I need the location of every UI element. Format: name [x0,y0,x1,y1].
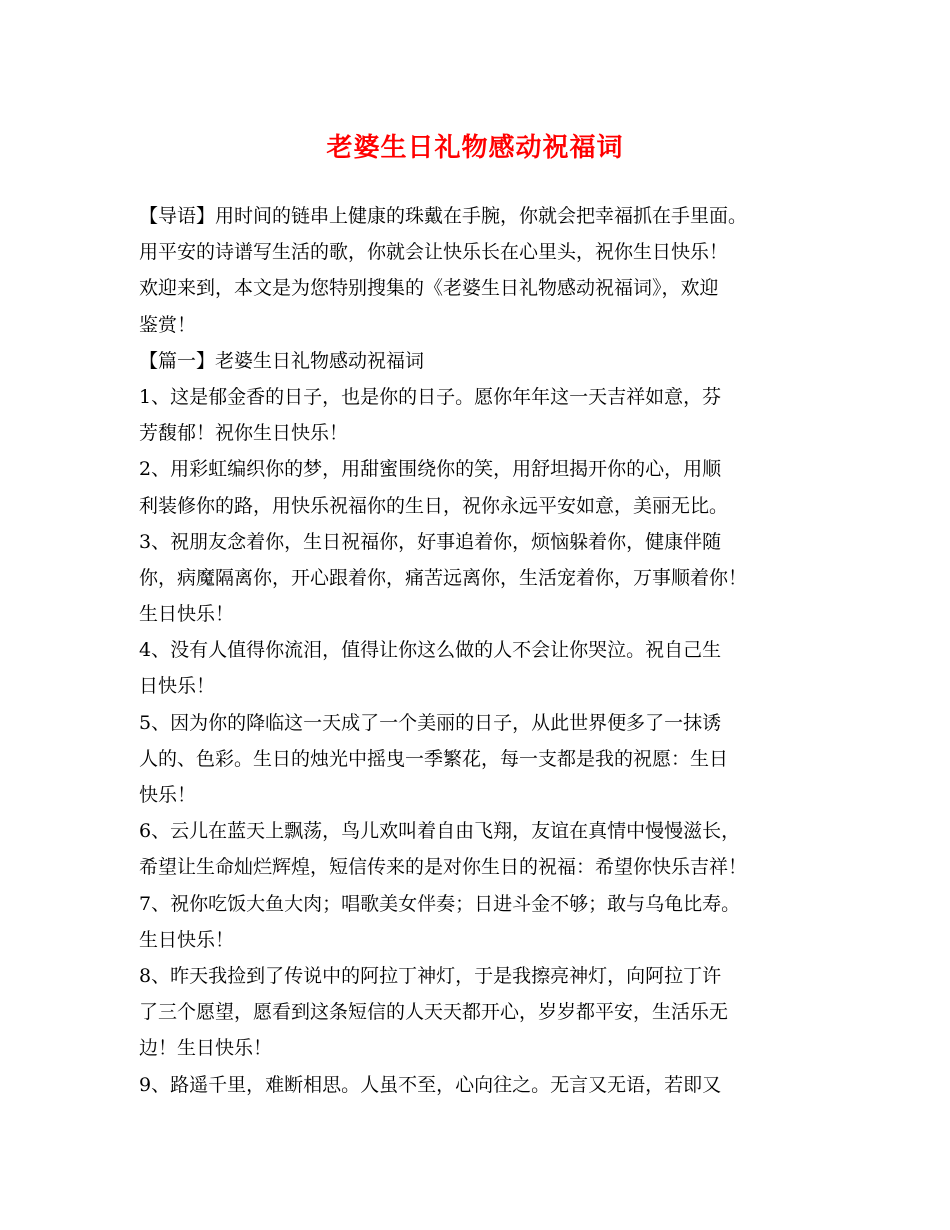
text-line: 5、因为你的降临这一天成了一个美丽的日子，从此世界便多了一抹诱 [139,711,722,734]
text-line: 日快乐！ [139,675,216,698]
text-line: 欢迎来到，本文是为您特别搜集的《老婆生日礼物感动祝福词》，欢迎 [139,277,719,300]
text-line: 2、用彩虹编织你的梦，用甜蜜围绕你的笑，用舒坦揭开你的心，用顺 [139,458,722,481]
text-line: 希望让生命灿烂辉煌，短信传来的是对你生日的祝福：希望你快乐吉祥！ [139,856,748,879]
text-line: 3、祝朋友念着你，生日祝福你，好事追着你，烦恼躲着你，健康伴随 [139,530,722,553]
document-body [139,198,829,1103]
document-title: 老婆生日礼物感动祝福词 [326,133,624,163]
text-line: 快乐！ [139,784,197,806]
text-line: 你，病魔隔离你，开心跟着你，痛苦远离你，生活宠着你，万事顺着你！ [139,566,748,589]
text-line: 生日快乐！ [139,928,235,951]
text-line: 利装修你的路，用快乐祝福你的生日，祝你永远平安如意，美丽无比。 [139,494,729,517]
text-line: 边！生日快乐！ [139,1037,273,1060]
text-line: 1、这是郁金香的日子，也是你的日子。愿你年年这一天吉祥如意，芬 [139,385,722,408]
text-line: 4、没有人值得你流泪，值得让你这么做的人不会让你哭泣。祝自己生 [139,639,722,662]
text-line: 9、路遥千里，难断相思。人虽不至，心向往之。无言又无语，若即又 [139,1073,722,1096]
text-line: 了三个愿望，愿看到这条短信的人天天都开心，岁岁都平安，生活乐无 [139,1001,729,1024]
text-line: 6、云儿在蓝天上飘荡，鸟儿欢叫着自由飞翔，友谊在真情中慢慢滋长， [139,820,741,843]
text-line: 用平安的诗谱写生活的歌，你就会让快乐长在心里头，祝你生日快乐！ [139,241,729,264]
text-line: 7、祝你吃饭大鱼大肉；唱歌美女伴奏；日进斗金不够；敢与乌龟比寿。 [139,892,741,915]
text-line: 8、昨天我捡到了传说中的阿拉丁神灯，于是我擦亮神灯，向阿拉丁许 [139,964,722,987]
text-line: 【导语】用时间的链串上健康的珠戴在手腕，你就会把幸福抓在手里面。 [139,205,748,227]
text-line: 鉴赏！ [139,313,197,336]
section-heading: 【篇一】老婆生日礼物感动祝福词 [139,349,425,372]
text-line: 芳馥郁！祝你生日快乐！ [139,422,349,445]
text-line: 人的、色彩。生日的烛光中摇曳一季繁花，每一支都是我的祝愿：生日 [139,747,729,770]
text-line: 生日快乐！ [139,603,235,626]
